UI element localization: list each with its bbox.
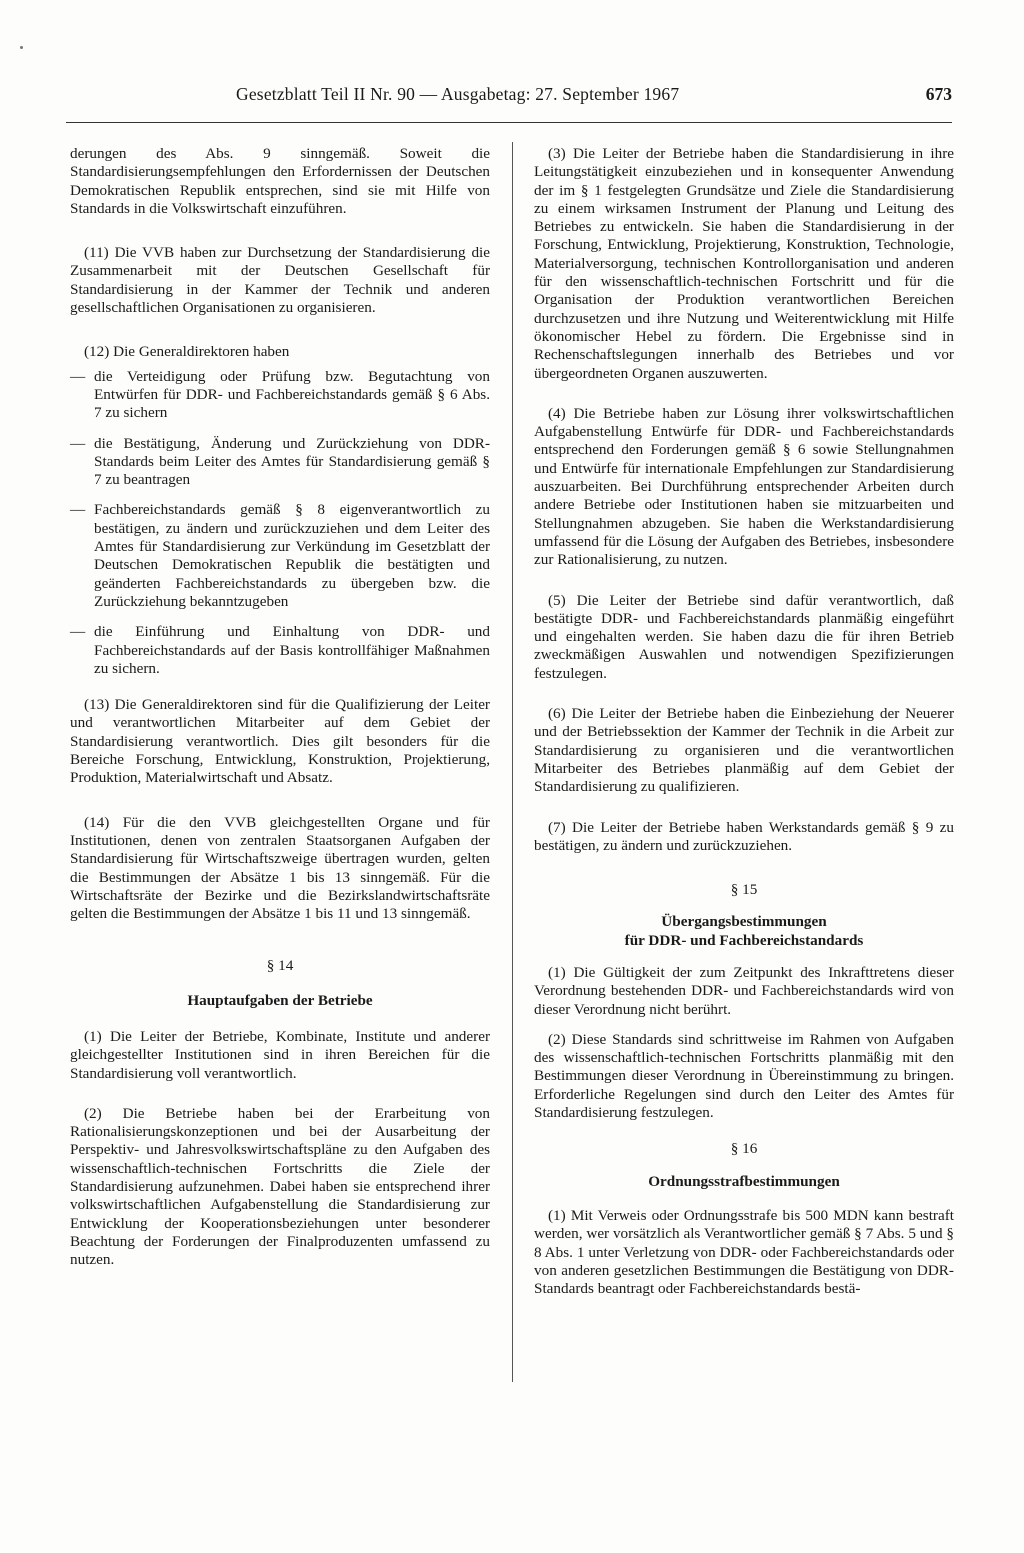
section-16-title: Ordnungsstrafbestimmungen	[648, 1172, 840, 1190]
section-14-paragraph-5: (5) Die Leiter der Betriebe sind dafür verantwortlich, daß bestätigte DDR- und Fachbereichstandards planmäßig eingeführt und eingehalten werden. Sie haben dazu die für ihren Betrieb zweckmäßigen Auswahlen und notwendigen Spezifizierungen festzulegen.	[534, 591, 954, 682]
list-item-text: die Verteidigung oder Prüfung bzw. Begutachtung von Entwürfen für DDR- und Fachbereichstandards gemäß § 6 Abs. 7 zu sichern	[94, 367, 490, 422]
section-15-paragraph-2: (2) Diese Standards sind schrittweise im Rahmen von Aufgaben des wissenschaftlich-technischen Fortschritts planmäßig mit den Bestimmungen dieser Verordnung in Übereinstimmung zu bringen. Erforderliche Regelungen sind durch den Leiter des Amtes für Standardisierung festzulegen.	[534, 1030, 954, 1122]
section-14-paragraph-1: (1) Die Leiter der Betriebe, Kombinate, Institute und anderer gleichgestellter Institutionen sind in ihren Bereichen für die Standardisierung voll verantwortlich.	[70, 1027, 490, 1082]
paragraph-13: (13) Die Generaldirektoren sind für die Qualifizierung der Leiter und verantwortlichen Mitarbeiter auf dem Gebiet der Standardisierung verantwortlich. Dies gilt besonders für die Bereiche Forschung, Entwicklung, Konstruktion, Projektierung, Produktion, Materialwirtschaft und Absatz.	[70, 696, 490, 787]
paragraph-14: (14) Für die den VVB gleichgestellten Organe und für Institutionen, denen von zentralen Staatsorganen Aufgaben der Standardisierung für Wirtschaftszweige übertragen wurden, gelten die Bestimmungen der Absätze 1 bis 13 sinngemäß. Für die Wirtschaftsräte der Bezirke und die Bezirkslandwirtschaftsräte gelten die Bestimmungen der Absätze 1 bis 11 und 13 sinngemäß.	[70, 813, 490, 923]
section-15-title-line-2: für DDR- und Fachbereichstandards	[624, 931, 864, 949]
list-item-text: die Einführung und Einhaltung von DDR- und Fachbereichstandards auf der Basis kontrollfähiger Maßnahmen zu sichern.	[94, 623, 490, 677]
dash-bullet: —	[70, 434, 86, 452]
section-14-title: Hauptaufgaben der Betriebe	[187, 991, 373, 1009]
paragraph-12-intro: (12) Die Generaldirektoren haben	[84, 343, 290, 361]
generaldirektoren-duties-list	[70, 368, 490, 678]
section-15-title-line-1: Übergangsbestimmungen	[661, 913, 827, 931]
section-14-paragraph-7: (7) Die Leiter der Betriebe haben Werkstandards gemäß § 9 zu bestätigen, zu ändern und zurückzuziehen.	[534, 818, 954, 854]
page-number: 673	[925, 84, 952, 104]
dash-bullet: —	[70, 367, 86, 385]
dash-bullet: —	[70, 501, 86, 519]
right-column	[534, 145, 954, 1298]
list-item	[70, 368, 490, 423]
section-14-sign: § 14	[266, 957, 294, 975]
column-divider	[512, 142, 513, 1382]
paragraph-continuation: derungen des Abs. 9 sinngemäß. Soweit die Standardisierungsempfehlungen den Erfordernissen der Deutschen Demokratischen Republik entsprechen, sind sie mit Hilfe von Standards in die Volkswirtschaft einzuführen.	[70, 145, 490, 217]
section-14-paragraph-2: (2) Die Betriebe haben bei der Erarbeitung von Rationalisierungskonzeptionen und bei der Ausarbeitung der Perspektiv- und Jahresvolkswirtschaftspläne zu den Aufgaben des wissenschaftlich-technischen Fortschritts die Ziele der Standardisierung aufzunehmen. Dabei haben sie entsprechend ihrer volkswirtschaftlichen Aufgabenstellung die Standardisierung zur Entwicklung der Kooperationsbeziehungen unter besonderer Beachtung der Forderungen der Finalproduzenten umfassend zu nutzen.	[70, 1104, 490, 1269]
section-14-paragraph-3: (3) Die Leiter der Betriebe haben die Standardisierung in ihre Leitungstätigkeit einzubeziehen und in konsequenter Anwendung der im § 1 festgelegten Grundsätze und Ziele die Standardisierung zu einem wirksamen Instrument der Planung und Leitung des Betriebes zu entwickeln. Sie haben die Standardisierung in der Forschung, Entwicklung, Projektierung, Konstruktion, Technologie, Materialversorgung, technischen Kontrollorganisation und anderen für den wissenschaftlich-technischen Fortschritt und für die Organisation der Produktion verantwortlichen Bereichen durchzusetzen und ihre Nutzung und Weiterentwicklung mit Hilfe ökonomischer Hebel zu fördern. Die Ergebnisse sind in Rechenschaftslegungen innerhalb des Betriebes und vor übergeordneten Organen auszuwerten.	[534, 145, 954, 382]
page-header-title: Gesetzblatt Teil II Nr. 90 — Ausgabetag: 27. September 1967	[236, 84, 680, 104]
dash-bullet: —	[70, 623, 86, 641]
section-14-paragraph-6: (6) Die Leiter der Betriebe haben die Einbeziehung der Neuerer und der Betriebssektion der Kammer der Technik in die Arbeit zur Standardisierung zu organisieren und die verantwortlichen Mitarbeiter des Betriebes planmäßig auf dem Gebiet der Standardisierung zu qualifizieren.	[534, 705, 954, 796]
list-item-text: Fachbereichstandards gemäß § 8 eigenverantwortlich zu bestätigen, zu ändern und zurückzuziehen und dem Leiter des Amtes für Standardisierung zur Verkündung im Gesetzblatt der Deutschen Demokratischen Republik die bestätigten und geänderten Fachbereichstandards zu übergeben bzw. die Zurückziehung bekanntzugeben	[94, 501, 490, 610]
section-14-paragraph-4: (4) Die Betriebe haben zur Lösung ihrer volkswirtschaftlichen Aufgabenstellung Entwürfe für DDR- und Fachbereichstandards entsprechend den Forderungen gemäß § 6 sowie Stellungnahmen und Entwürfe für internationale Empfehlungen zur Standardisierung auszuarbeiten. Bei Durchführung entsprechender Arbeiten durch andere Betriebe oder Institutionen haben sie mitzuarbeiten und Stellungnahmen abzugeben. Sie haben die Werkstandardisierung umfassend für die Lösung der Aufgaben des Betriebes, insbesondere zur Rationalisierung, zu nutzen.	[534, 404, 954, 569]
section-16-sign: § 16	[730, 1140, 758, 1158]
list-item-text: die Bestätigung, Änderung und Zurückziehung von DDR-Standards beim Leiter des Amtes für Standardisierung gemäß § 7 zu beantragen	[94, 434, 490, 489]
left-column	[70, 145, 490, 1270]
section-15-sign: § 15	[730, 881, 758, 899]
list-item	[70, 623, 490, 678]
list-item	[70, 501, 490, 611]
header-rule	[66, 122, 952, 123]
section-15-paragraph-1: (1) Die Gültigkeit der zum Zeitpunkt des Inkrafttretens dieser Verordnung bestehenden DDR- und Fachbereichstandards wird von dieser Verordnung nicht berührt.	[534, 963, 954, 1018]
paragraph-11: (11) Die VVB haben zur Durchsetzung der Standardisierung die Zusammenarbeit mit der Deutschen Gesellschaft für Standardisierung in der Kammer der Technik und anderen gesellschaftlichen Organisationen zu organisieren.	[70, 244, 490, 317]
page-header	[66, 84, 952, 110]
section-16-paragraph-1: (1) Mit Verweis oder Ordnungsstrafe bis 500 MDN kann bestraft werden, wer vorsätzlich als Verantwortlicher gemäß § 7 Abs. 5 und § 8 Abs. 1 unter Verletzung von DDR- oder Fachbereichstandards oder von anderen gesetzlichen Bestimmungen die Bestätigung von DDR-Standards beantragt oder Fachbereichstandards bestä-	[534, 1206, 954, 1298]
scan-speck	[20, 46, 23, 49]
list-item	[70, 435, 490, 490]
